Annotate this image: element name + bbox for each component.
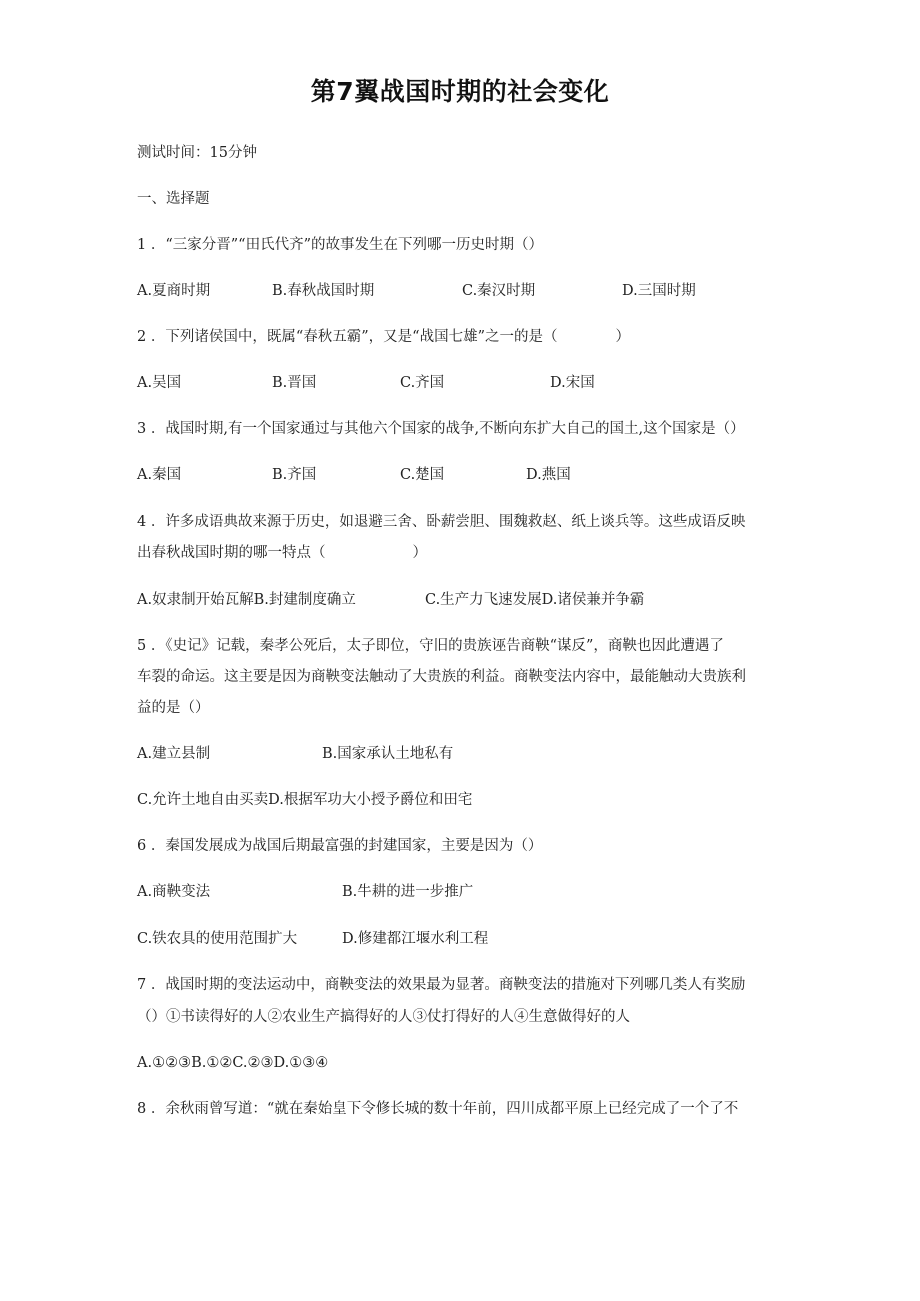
question-5-option-a: A.建立县制 xyxy=(137,746,211,762)
question-5-options-cd: C.允许土地自由买卖D.根据军功大小授予爵位和田宅 xyxy=(137,792,473,808)
question-1-text: 1 ．“三家分晋”“田氏代齐”的故事发生在下列哪一历史时期（） xyxy=(137,237,543,253)
question-5-text-line-1: 5 ．《史记》记载，秦孝公死后，太子即位，守旧的贵族诬告商鞅“谋反”，商鞅也因此遭遇了 xyxy=(137,638,724,654)
question-6-option-b: B.牛耕的进一步推广 xyxy=(342,884,474,900)
question-2-option-c: C.齐国 xyxy=(400,375,445,391)
question-1-option-a: A.夏商时期 xyxy=(137,283,211,299)
question-3-option-a: A.秦国 xyxy=(137,467,182,483)
question-4-text-line-1: 4 ．许多成语典故来源于历史，如退避三舍、卧薪尝胆、围魏救赵、纸上谈兵等。这些成语反映 xyxy=(137,514,746,530)
question-3-option-b: B.齐国 xyxy=(272,467,317,483)
question-4-text-line-2: 出春秋战国时期的哪一特点（ ） xyxy=(137,545,427,561)
question-2-option-d: D.宋国 xyxy=(550,375,595,391)
section-heading: 一、选择题 xyxy=(137,191,210,207)
question-7-text-line-1: 7 ．战国时期的变法运动中，商鞅变法的效果最为显著。商鞅变法的措施对下列哪几类人有奖励 xyxy=(137,977,746,993)
question-2-option-a: A.吴国 xyxy=(137,375,182,391)
question-2-text: 2 ．下列诸侯国中，既属“春秋五霸”，又是“战国七雄”之一的是（ ） xyxy=(137,329,630,345)
question-1-option-d: D.三国时期 xyxy=(622,283,696,299)
question-5-text-line-2: 车裂的命运。这主要是因为商鞅变法触动了大贵族的利益。商鞅变法内容中，最能触动大贵族利 xyxy=(137,669,746,685)
question-5-option-b: B.国家承认土地私有 xyxy=(322,746,454,762)
question-3-text: 3 ．战国时期,有一个国家通过与其他六个国家的战争,不断向东扩大自己的国土,这个国家是（） xyxy=(137,421,745,437)
question-6-text: 6 ．秦国发展成为战国后期最富强的封建国家，主要是因为（） xyxy=(137,838,543,854)
question-4-options-ab: A.奴隶制开始瓦解B.封建制度确立 xyxy=(137,592,356,608)
question-6-option-a: A.商鞅变法 xyxy=(137,884,211,900)
page-title: 第7翼战国时期的社会变化 xyxy=(310,77,610,106)
question-3-option-c: C.楚国 xyxy=(400,467,445,483)
test-time: 测试时间：15分钟 xyxy=(137,145,257,161)
question-3-option-d: D.燕国 xyxy=(526,467,571,483)
question-6-option-d: D.修建都江堰水利工程 xyxy=(342,931,489,947)
question-8-text-line-1: 8 ．余秋雨曾写道：“就在秦始皇下令修长城的数十年前，四川成都平原上已经完成了一个了不 xyxy=(137,1101,739,1117)
question-1-option-c: C.秦汉时期 xyxy=(462,283,536,299)
question-1-option-b: B.春秋战国时期 xyxy=(272,283,375,299)
question-5-text-line-3: 益的是（） xyxy=(137,700,210,716)
question-7-options: A.①②③B.①②C.②③D.①③④ xyxy=(137,1055,329,1071)
question-7-text-line-2: （）①书读得好的人②农业生产搞得好的人③仗打得好的人④生意做得好的人 xyxy=(137,1009,630,1025)
question-4-options-cd: C.生产力飞速发展D.诸侯兼并争霸 xyxy=(425,592,645,608)
question-6-option-c: C.铁农具的使用范围扩大 xyxy=(137,931,298,947)
question-2-option-b: B.晋国 xyxy=(272,375,317,391)
